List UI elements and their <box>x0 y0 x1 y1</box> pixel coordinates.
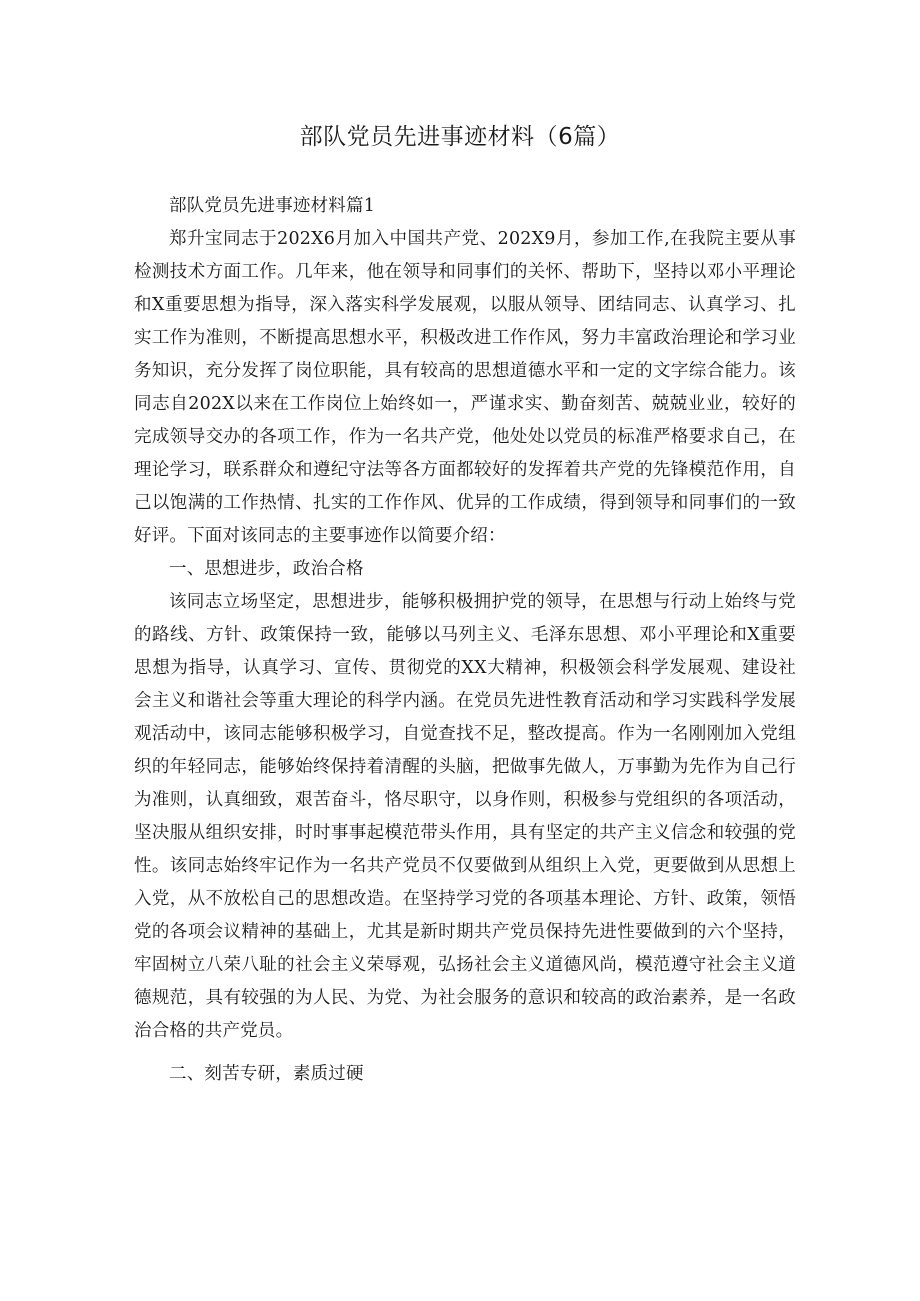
section-heading-2: 二、刻苦专研，素质过硬 <box>169 1064 364 1084</box>
section-paragraph-1: 该同志立场坚定，思想进步，能够积极拥护党的领导，在思想与行动上始终与党的路线、方针、政策保持一致，能够以马列主义、毛泽东思想、邓小平理论和X重要思想为指导，认真学习、宣传、贯彻党的XX大精神，积极领会科学发展观、建设社会主义和谐社会等重大理论的科学内涵。在党员先进性教育活动和学习实践科学发展观活动中，该同志能够积极学习，自觉查找不足，整改提高。作为一名刚刚加入党组织的年轻同志，能够始终保持着清醒的头脑，把做事先做人，万事勤为先作为自己行为准则，认真细致，艰苦奋斗，恪尽职守，以身作则，积极参与党组织的各项活动，坚决服从组织安排，时时事事起模范带头作用，具有坚定的共产主义信念和较强的党性。该同志始终牢记作为一名共产党员不仅要做到从组织上入党，更要做到从思想上入党，从不放松自己的思想改造。在坚持学习党的各项基本理论、方针、政策，领悟党的各项会议精神的基础上，尤其是新时期共产党员保持先进性要做到的六个坚持，牢固树立八荣八耻的社会主义荣辱观，弘扬社会主义道德风尚，模范遵守社会主义道德规范，具有较强的为人民、为党、为社会服务的意识和较高的政治素养，是一名政治合格的共产党员。 <box>134 592 796 1041</box>
section-spacer <box>134 1048 796 1058</box>
intro-paragraph: 郑升宝同志于202X6月加入中国共产党、202X9月，参加工作,在我院主要从事检测技术方面工作。几年来，他在领导和同事们的关怀、帮助下，坚持以邓小平理论和X重要思想为指导，深入落实科学发展观，以服从领导、团结同志、认真学习、扎实工作为准则，不断提高思想水平，积极改进工作作风，努力丰富政治理论和学习业务知识，充分发挥了岗位职能，具有较高的思想道德水平和一定的文字综合能力。该同志自202X以来在工作岗位上始终如一，严谨求实、勤奋刻苦、兢兢业业，较好的完成领导交办的各项工作，作为一名共产党，他处处以党员的标准严格要求自己，在理论学习，联系群众和遵纪守法等各方面都较好的发挥着共产党的先锋模范作用，自己以饱满的工作热情、扎实的工作作风、优异的工作成绩，得到领导和同事们的一致好评。下面对该同志的主要事迹作以简要介绍： <box>134 229 796 546</box>
document-title: 部队党员先进事迹材料（6篇） <box>299 124 621 150</box>
document-body <box>134 190 796 1091</box>
article-subtitle: 部队党员先进事迹材料篇1 <box>169 196 376 216</box>
section-heading-1: 一、思想进步，政治合格 <box>169 559 364 579</box>
